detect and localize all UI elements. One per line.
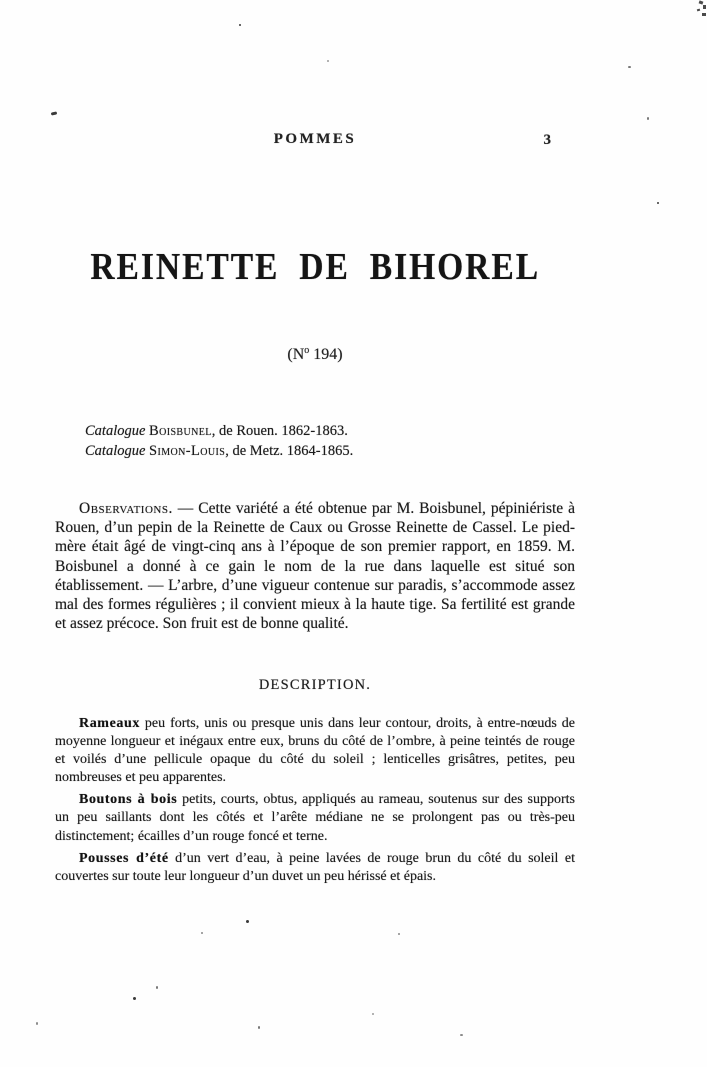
description-entry-boutons xyxy=(55,791,575,845)
scan-speck xyxy=(372,1013,374,1015)
scan-speck xyxy=(460,1034,463,1036)
scan-corner-noise xyxy=(693,0,707,22)
page-number: 3 xyxy=(543,132,551,148)
description-entry-pousses xyxy=(55,850,575,886)
running-title: POMMES xyxy=(273,131,357,147)
scan-speck xyxy=(51,111,57,115)
catalogue-name: Boisbunel xyxy=(149,423,212,439)
entry-term: Boutons à bois xyxy=(79,792,178,808)
scan-speck xyxy=(258,1026,260,1029)
catalogue-reference xyxy=(85,421,353,441)
observations-text: — Cette variété a été obtenue par M. Boisbunel, pépiniériste à Rouen, d’un pepin de la Reinette de Caux ou Grosse Reinette de Cassel. Le pied-mère était âgé de vingt-cinq ans à l’époque de son premier rapport, en 1859. M. Boisbunel a donné à ce gain le nom de la rue dans laquelle est situé son établissement. — L’arbre, d’une vigueur contenue sur paradis, s’accommode assez mal des formes régulières ; il convient mieux à la haute tige. Sa fertilité est grande et assez précoce. Son fruit est de bonne qualité. xyxy=(55,500,575,633)
page-title-text: REINETTE DE BIHOREL xyxy=(90,245,540,288)
entry-text: petits, courts, obtus, appliqués au rameau, soutenus sur des supports un peu saillants dont les côtés et l’arête médiane ne se prolongent pas ou très-peu distinctement; écailles d’un rouge foncé et terne. xyxy=(55,792,575,844)
description-heading: DESCRIPTION. xyxy=(258,677,372,693)
scan-speck xyxy=(246,920,249,923)
variety-number-sup: o xyxy=(304,345,310,356)
description-entry-rameaux xyxy=(55,715,575,787)
entry-text: d’un vert d’eau, à peine lavées de rouge brun du côté du soleil et couvertes sur toute leur longueur d’un duvet un peu hérissé et épais. xyxy=(55,850,575,884)
catalogue-label: Catalogue xyxy=(85,443,146,459)
description-section xyxy=(55,715,575,890)
scan-speck xyxy=(628,66,631,68)
scan-speck xyxy=(239,24,241,26)
scan-speck xyxy=(327,60,329,62)
scan-speck xyxy=(657,202,659,204)
catalogue-detail: , de Rouen. 1862-1863. xyxy=(211,423,348,439)
observations-paragraph xyxy=(55,499,575,633)
catalogue-references xyxy=(85,421,353,461)
catalogue-detail: , de Metz. 1864-1865. xyxy=(225,443,354,459)
catalogue-label: Catalogue xyxy=(85,423,146,439)
scan-speck xyxy=(133,997,136,1000)
scan-speck xyxy=(36,1022,38,1025)
entry-term: Pousses d’été xyxy=(79,850,169,866)
entry-term: Rameaux xyxy=(79,716,140,731)
variety-number-post: 194) xyxy=(309,346,343,363)
scan-speck xyxy=(647,117,649,120)
observations-lead: Observations. xyxy=(79,500,173,517)
catalogue-name: Simon-Louis xyxy=(149,443,226,459)
catalogue-reference xyxy=(85,441,353,461)
variety-number-pre: (N xyxy=(287,346,305,363)
scan-speck xyxy=(398,933,400,935)
running-header xyxy=(55,131,575,151)
scan-speck xyxy=(156,986,158,989)
variety-number xyxy=(55,345,575,364)
scan-speck xyxy=(201,932,203,934)
entry-text: peu forts, unis ou presque unis dans leur contour, droits, à entre-nœuds de moyenne longueur et inégaux entre eux, bruns du côté de l’ombre, à peine teintés de rouge et voilés d’une pellicule opaque du côté du soleil ; lenticelles grisâtres, petites, peu nombreuses et peu apparentes. xyxy=(55,716,575,786)
page-title xyxy=(55,247,575,287)
